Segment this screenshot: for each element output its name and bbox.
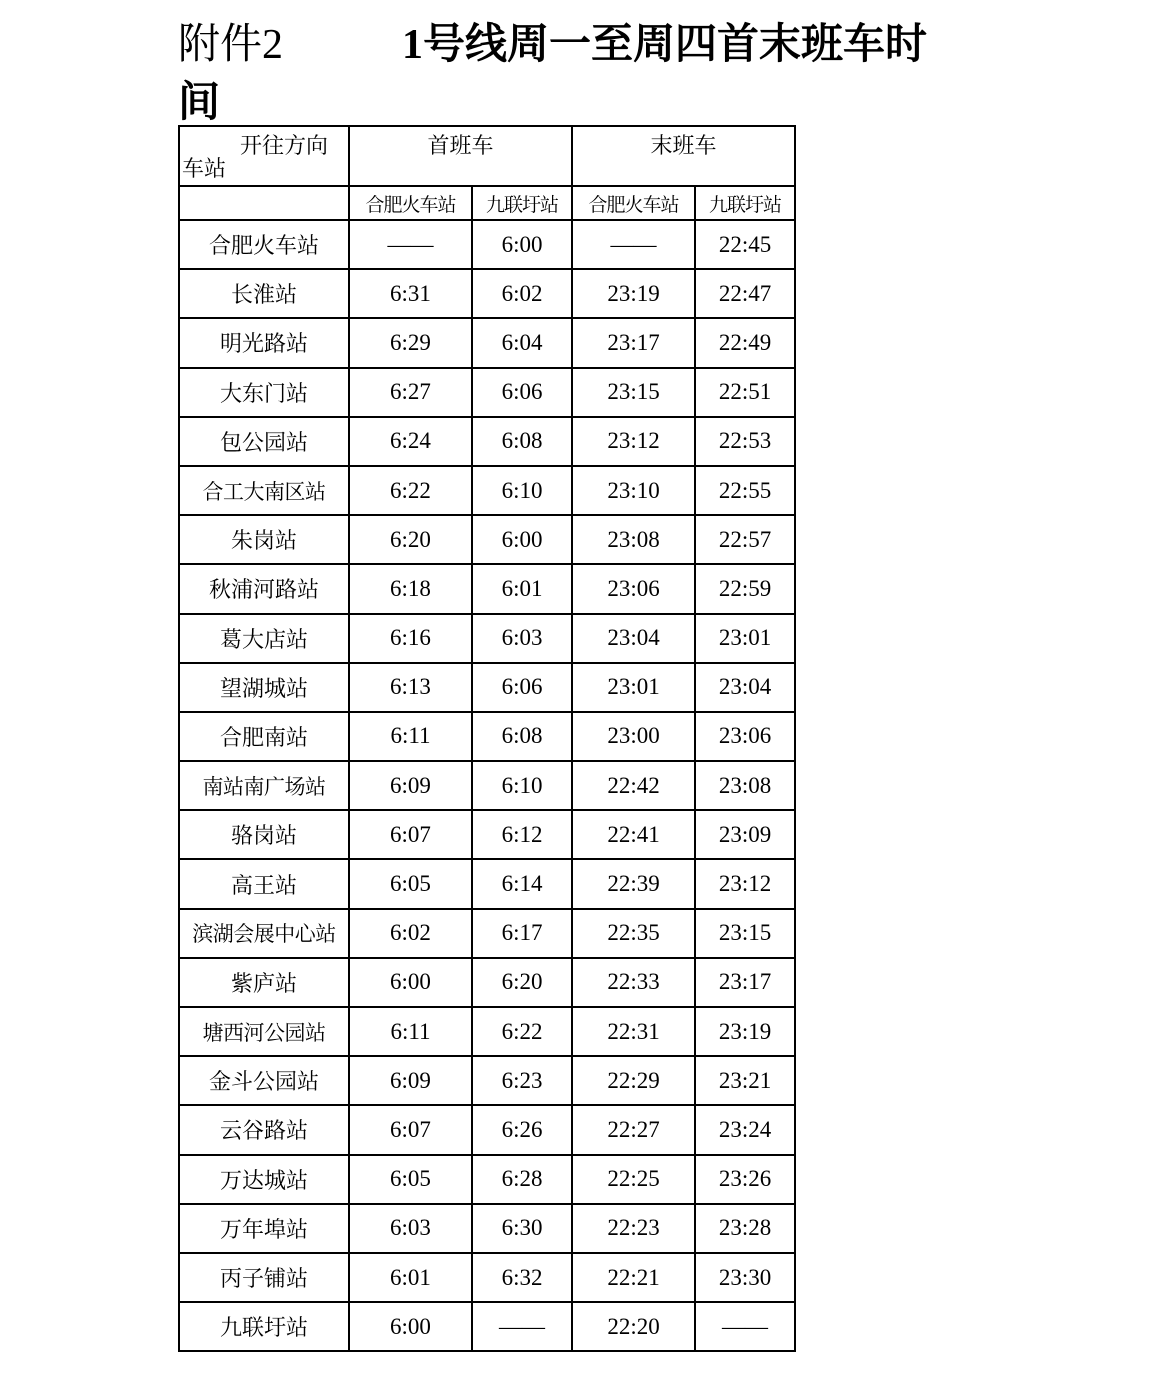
- time-cell: 23:30: [695, 1253, 795, 1302]
- time-cell: 6:02: [349, 909, 472, 958]
- time-cell: 6:29: [349, 318, 472, 367]
- time-cell: 6:10: [472, 761, 572, 810]
- time-cell: 6:03: [349, 1204, 472, 1253]
- line-number: 1: [402, 22, 423, 68]
- corner-header-cell: [179, 126, 349, 186]
- time-cell: 6:02: [472, 269, 572, 318]
- station-name-cell: 高王站: [179, 859, 349, 908]
- station-name-cell: 大东门站: [179, 368, 349, 417]
- station-name-cell: 合工大南区站: [179, 466, 349, 515]
- time-cell: 6:17: [472, 909, 572, 958]
- time-cell: 6:09: [349, 761, 472, 810]
- station-name-cell: 丙子铺站: [179, 1253, 349, 1302]
- subheader-last-jiulianwei: 九联圩站: [695, 186, 795, 220]
- station-name-cell: 金斗公园站: [179, 1056, 349, 1105]
- station-name-cell: 望湖城站: [179, 663, 349, 712]
- header-row: [179, 126, 795, 186]
- time-cell: 6:00: [349, 1302, 472, 1351]
- time-cell: 23:15: [572, 368, 695, 417]
- subheader-first-hefei-station: 合肥火车站: [349, 186, 472, 220]
- time-cell: 23:24: [695, 1105, 795, 1154]
- time-cell: 6:07: [349, 810, 472, 859]
- time-cell: 23:06: [695, 712, 795, 761]
- time-cell: 23:01: [572, 663, 695, 712]
- timetable: [178, 125, 796, 1352]
- time-cell: ——: [695, 1302, 795, 1351]
- time-cell: 23:00: [572, 712, 695, 761]
- time-cell: 6:06: [472, 663, 572, 712]
- subheader-last-hefei-station: 合肥火车站: [572, 186, 695, 220]
- time-cell: 23:09: [695, 810, 795, 859]
- time-cell: 22:59: [695, 564, 795, 613]
- subheader-empty: [179, 186, 349, 220]
- page-title: [402, 14, 927, 75]
- time-cell: 6:27: [349, 368, 472, 417]
- time-cell: 6:03: [472, 614, 572, 663]
- time-cell: 6:24: [349, 417, 472, 466]
- time-cell: 22:27: [572, 1105, 695, 1154]
- time-cell: 6:00: [472, 515, 572, 564]
- time-cell: 22:55: [695, 466, 795, 515]
- table-row: [179, 368, 795, 417]
- time-cell: 6:16: [349, 614, 472, 663]
- time-cell: 22:49: [695, 318, 795, 367]
- time-cell: 6:12: [472, 810, 572, 859]
- time-cell: 6:23: [472, 1056, 572, 1105]
- table-row: [179, 564, 795, 613]
- station-name-cell: 九联圩站: [179, 1302, 349, 1351]
- subheader-first-jiulianwei: 九联圩站: [472, 186, 572, 220]
- table-row: [179, 318, 795, 367]
- time-cell: 6:04: [472, 318, 572, 367]
- table-row: [179, 712, 795, 761]
- time-cell: 22:23: [572, 1204, 695, 1253]
- table-row: [179, 1105, 795, 1154]
- time-cell: 6:05: [349, 859, 472, 908]
- time-cell: 23:19: [695, 1007, 795, 1056]
- time-cell: 23:21: [695, 1056, 795, 1105]
- first-train-header: 首班车: [349, 126, 572, 186]
- station-name-cell: 葛大店站: [179, 614, 349, 663]
- station-name-cell: 朱岗站: [179, 515, 349, 564]
- time-cell: 23:06: [572, 564, 695, 613]
- table-row: [179, 663, 795, 712]
- time-cell: 6:18: [349, 564, 472, 613]
- subheader-row: [179, 186, 795, 220]
- station-name-cell: 秋浦河路站: [179, 564, 349, 613]
- time-cell: 22:41: [572, 810, 695, 859]
- title-line-2: 间: [178, 77, 221, 126]
- time-cell: 22:29: [572, 1056, 695, 1105]
- time-cell: 6:31: [349, 269, 472, 318]
- time-cell: 22:47: [695, 269, 795, 318]
- time-cell: 6:08: [472, 712, 572, 761]
- time-cell: 6:13: [349, 663, 472, 712]
- table-row: [179, 1007, 795, 1056]
- table-row: [179, 761, 795, 810]
- station-name-cell: 塘西河公园站: [179, 1007, 349, 1056]
- table-row: [179, 1253, 795, 1302]
- time-cell: 6:26: [472, 1105, 572, 1154]
- time-cell: 22:35: [572, 909, 695, 958]
- station-name-cell: 南站南广场站: [179, 761, 349, 810]
- station-name-cell: 滨湖会展中心站: [179, 909, 349, 958]
- time-cell: 6:22: [472, 1007, 572, 1056]
- time-cell: 23:08: [572, 515, 695, 564]
- time-cell: 22:21: [572, 1253, 695, 1302]
- time-cell: 6:07: [349, 1105, 472, 1154]
- time-cell: 23:12: [572, 417, 695, 466]
- time-cell: 6:20: [349, 515, 472, 564]
- table-row: [179, 614, 795, 663]
- time-cell: 6:11: [349, 1007, 472, 1056]
- time-cell: 6:30: [472, 1204, 572, 1253]
- time-cell: 23:10: [572, 466, 695, 515]
- attachment-text: 附件: [178, 19, 263, 68]
- time-cell: 23:17: [572, 318, 695, 367]
- time-cell: 23:26: [695, 1155, 795, 1204]
- table-row: [179, 958, 795, 1007]
- time-cell: ——: [472, 1302, 572, 1351]
- time-cell: 6:10: [472, 466, 572, 515]
- time-cell: 23:04: [572, 614, 695, 663]
- time-cell: 6:20: [472, 958, 572, 1007]
- time-cell: 22:53: [695, 417, 795, 466]
- time-cell: 23:17: [695, 958, 795, 1007]
- time-cell: 6:22: [349, 466, 472, 515]
- title-line-1: [178, 14, 1018, 74]
- time-cell: 22:42: [572, 761, 695, 810]
- time-cell: 23:01: [695, 614, 795, 663]
- station-name-cell: 长淮站: [179, 269, 349, 318]
- time-cell: 23:12: [695, 859, 795, 908]
- station-label: 车站: [182, 157, 227, 182]
- time-cell: 23:04: [695, 663, 795, 712]
- table-row: [179, 1302, 795, 1351]
- time-cell: 6:05: [349, 1155, 472, 1204]
- time-cell: 6:14: [472, 859, 572, 908]
- station-name-cell: 合肥火车站: [179, 220, 349, 269]
- table-row: [179, 515, 795, 564]
- time-cell: 6:32: [472, 1253, 572, 1302]
- time-cell: 23:15: [695, 909, 795, 958]
- last-train-header: 末班车: [572, 126, 795, 186]
- time-cell: 6:00: [472, 220, 572, 269]
- table-row: [179, 220, 795, 269]
- time-cell: 22:51: [695, 368, 795, 417]
- time-cell: ——: [349, 220, 472, 269]
- station-name-cell: 云谷路站: [179, 1105, 349, 1154]
- table-row: [179, 810, 795, 859]
- time-cell: 6:06: [472, 368, 572, 417]
- time-cell: 23:08: [695, 761, 795, 810]
- time-cell: 22:31: [572, 1007, 695, 1056]
- table-row: [179, 1204, 795, 1253]
- table-row: [179, 269, 795, 318]
- attachment-label: [178, 14, 283, 75]
- time-cell: 22:20: [572, 1302, 695, 1351]
- station-name-cell: 骆岗站: [179, 810, 349, 859]
- station-name-cell: 包公园站: [179, 417, 349, 466]
- table-row: [179, 909, 795, 958]
- time-cell: 22:33: [572, 958, 695, 1007]
- time-cell: 6:01: [349, 1253, 472, 1302]
- table-row: [179, 859, 795, 908]
- time-cell: 22:25: [572, 1155, 695, 1204]
- station-name-cell: 明光路站: [179, 318, 349, 367]
- time-cell: 6:11: [349, 712, 472, 761]
- document-title: [178, 14, 1018, 130]
- title-text: 号线周一至周四首末班车时: [423, 19, 928, 68]
- station-name-cell: 紫庐站: [179, 958, 349, 1007]
- time-cell: 6:08: [472, 417, 572, 466]
- attachment-number: 2: [262, 22, 284, 68]
- time-cell: 6:00: [349, 958, 472, 1007]
- station-name-cell: 合肥南站: [179, 712, 349, 761]
- time-cell: 22:57: [695, 515, 795, 564]
- table-row: [179, 417, 795, 466]
- time-cell: 23:28: [695, 1204, 795, 1253]
- time-cell: 22:45: [695, 220, 795, 269]
- time-cell: 23:19: [572, 269, 695, 318]
- direction-label: 开往方向: [239, 134, 328, 159]
- time-cell: 6:01: [472, 564, 572, 613]
- table-row: [179, 1155, 795, 1204]
- table-row: [179, 466, 795, 515]
- station-name-cell: 万年埠站: [179, 1204, 349, 1253]
- time-cell: 6:28: [472, 1155, 572, 1204]
- table-row: [179, 1056, 795, 1105]
- time-cell: 6:09: [349, 1056, 472, 1105]
- time-cell: 22:39: [572, 859, 695, 908]
- time-cell: ——: [572, 220, 695, 269]
- station-name-cell: 万达城站: [179, 1155, 349, 1204]
